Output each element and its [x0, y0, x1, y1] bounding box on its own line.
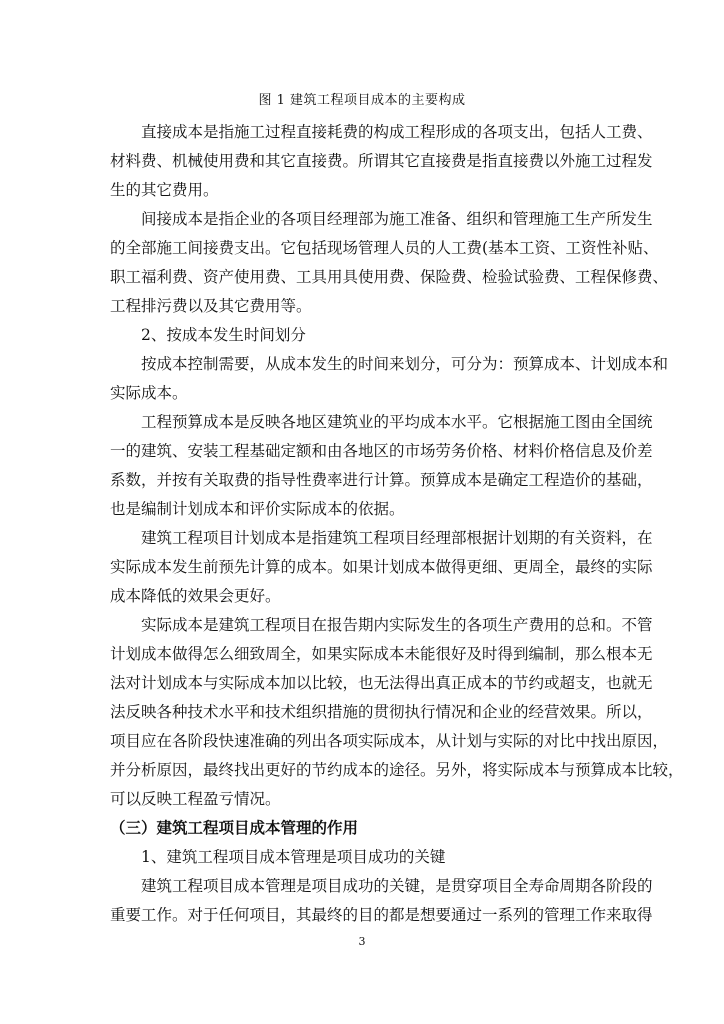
paragraph-line: 计划成本做得怎么细致周全，如果实际成本未能很好及时得到编制，那么根本无: [110, 645, 653, 663]
paragraph-line: 材料费、机械使用费和其它直接费。所谓其它直接费是指直接费以外施工过程发: [110, 152, 653, 170]
paragraph-line: 法反映各种技术水平和技术组织措施的贯彻执行情况和企业的经营效果。所以，: [110, 703, 653, 721]
paragraph-line: 间接成本是指企业的各项目经理部为施工准备、组织和管理施工生产所发生: [141, 210, 653, 228]
paragraph-line: 职工福利费、资产使用费、工具用具使用费、保险费、检验试验费、工程保修费、: [110, 268, 669, 286]
section-heading: （三）建筑工程项目成本管理的作用: [110, 819, 359, 837]
paragraph-line: 可以反映工程盈亏情况。: [110, 790, 281, 808]
paragraph-line: 也是编制计划成本和评价实际成本的依据。: [110, 500, 405, 518]
paragraph-line: 实际成本发生前预先计算的成本。如果计划成本做得更细、更周全，最终的实际: [110, 558, 653, 576]
paragraph-line: 建筑工程项目计划成本是指建筑工程项目经理部根据计划期的有关资料，在: [141, 529, 653, 547]
paragraph-line: 生的其它费用。: [110, 181, 219, 199]
subsection-heading: 1、建筑工程项目成本管理是项目成功的关键: [141, 848, 446, 866]
paragraph-line: 一的建筑、安装工程基础定额和由各地区的市场劳务价格、材料价格信息及价差: [110, 442, 653, 460]
paragraph-line: 重要工作。对于任何项目，其最终的目的都是想要通过一系列的管理工作来取得: [110, 906, 653, 924]
paragraph-line: 法对计划成本与实际成本加以比较，也无法得出真正成本的节约或超支，也就无: [110, 674, 653, 692]
figure-caption: 图 1 建筑工程项目成本的主要构成: [258, 93, 466, 108]
paragraph-line: 成本降低的效果会更好。: [110, 587, 281, 605]
paragraph-line: 项目应在各阶段快速准确的列出各项实际成本，从计划与实际的对比中找出原因，: [110, 732, 669, 750]
paragraph-line: 实际成本。: [110, 384, 188, 402]
paragraph-line: 建筑工程项目成本管理是项目成功的关键，是贯穿项目全寿命周期各阶段的: [141, 877, 653, 895]
paragraph-line: 按成本控制需要，从成本发生的时间来划分，可分为：预算成本、计划成本和: [141, 355, 669, 373]
paragraph-line: 工程预算成本是反映各地区建筑业的平均成本水平。它根据施工图由全国统: [141, 413, 653, 431]
paragraph-line: 并分析原因，最终找出更好的节约成本的途径。另外，将实际成本与预算成本比较，: [110, 761, 684, 779]
paragraph-line: 的全部施工间接费支出。它包括现场管理人员的人工费(基本工资、工资性补贴、: [110, 239, 659, 257]
body-text: [110, 118, 684, 930]
paragraph-line: 直接成本是指施工过程直接耗费的构成工程形成的各项支出，包括人工费、: [141, 123, 653, 141]
page-number: 3: [358, 935, 366, 948]
paragraph-line: 系数，并按有关取费的指导性费率进行计算。预算成本是确定工程造价的基础，: [110, 471, 653, 489]
subsection-heading: 2、按成本发生时间划分: [141, 326, 306, 344]
paragraph-line: 工程排污费以及其它费用等。: [110, 297, 312, 315]
paragraph-line: 实际成本是建筑工程项目在报告期内实际发生的各项生产费用的总和。不管: [141, 616, 653, 634]
